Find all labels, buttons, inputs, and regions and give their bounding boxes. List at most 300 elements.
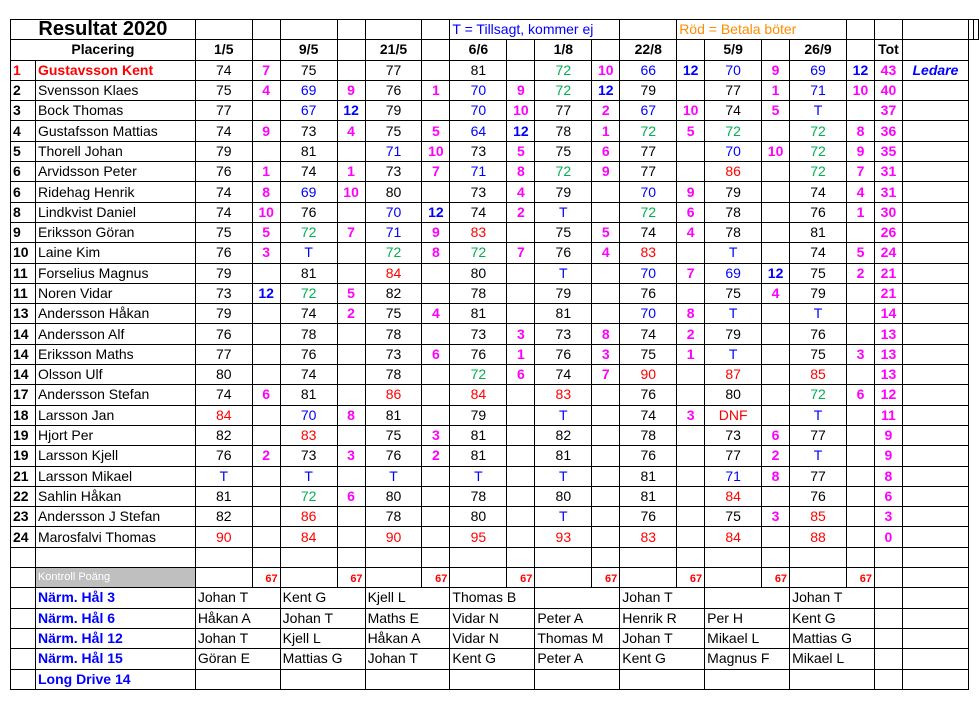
kontroll-value: 67	[592, 568, 620, 588]
points-cell	[677, 80, 705, 100]
blank-cell	[902, 608, 968, 628]
blank-cell	[705, 568, 762, 588]
score-cell: 85	[790, 365, 847, 385]
near-winner: Mikael L	[705, 628, 790, 648]
points-cell: 4	[677, 222, 705, 242]
date-header: 21/5	[365, 40, 422, 60]
points-cell: 4	[592, 243, 620, 263]
points-cell: 12	[422, 202, 450, 222]
score-cell: 85	[790, 507, 847, 527]
score-cell: 80	[450, 507, 507, 527]
points-cell	[762, 365, 790, 385]
rank-cell: 14	[11, 344, 36, 364]
points-cell: 1	[592, 121, 620, 141]
player-name: Thorell Johan	[35, 141, 195, 161]
table-row	[11, 344, 979, 364]
points-cell	[252, 344, 280, 364]
points-cell: 4	[762, 283, 790, 303]
total-cell: 37	[874, 101, 902, 121]
blank-cell	[902, 446, 968, 466]
player-name: Noren Vidar	[35, 283, 195, 303]
score-cell: 74	[280, 365, 337, 385]
points-cell	[677, 527, 705, 547]
player-name: Eriksson Göran	[35, 222, 195, 242]
score-cell: 75	[365, 425, 422, 445]
points-cell	[252, 507, 280, 527]
score-cell: 78	[535, 121, 592, 141]
rank-cell: 14	[11, 324, 36, 344]
player-name: Ridehag Henrik	[35, 182, 195, 202]
points-cell	[762, 344, 790, 364]
points-cell: 7	[846, 162, 874, 182]
points-cell	[762, 486, 790, 506]
points-cell: 8	[592, 324, 620, 344]
total-cell: 36	[874, 121, 902, 141]
points-header	[252, 40, 280, 60]
total-cell: 30	[874, 202, 902, 222]
blank-cell	[902, 162, 968, 182]
table-row	[11, 466, 979, 486]
near-winner: Johan T	[280, 608, 365, 628]
points-cell: 9	[337, 80, 365, 100]
points-cell	[846, 304, 874, 324]
rank-cell: 13	[11, 304, 36, 324]
points-header	[592, 40, 620, 60]
points-header	[422, 40, 450, 60]
points-cell	[422, 263, 450, 283]
score-cell: T	[705, 344, 762, 364]
kontroll-value: 67	[422, 568, 450, 588]
near-winner	[705, 588, 790, 608]
table-row	[11, 182, 979, 202]
blank-cell	[11, 608, 36, 628]
score-cell: 86	[705, 162, 762, 182]
score-cell: 76	[365, 446, 422, 466]
score-cell: 69	[280, 182, 337, 202]
points-cell: 5	[507, 141, 535, 161]
score-cell: 74	[790, 243, 847, 263]
points-cell: 10	[252, 202, 280, 222]
score-cell: 72	[365, 243, 422, 263]
points-cell: 9	[422, 222, 450, 242]
score-cell: 79	[195, 141, 252, 161]
score-cell: 75	[790, 344, 847, 364]
blank-cell	[450, 568, 507, 588]
table-row	[11, 243, 979, 263]
score-cell: 72	[790, 385, 847, 405]
score-cell: 83	[620, 243, 677, 263]
total-cell: 40	[874, 80, 902, 100]
score-cell: 69	[705, 263, 762, 283]
score-cell: 72	[450, 365, 507, 385]
score-cell: 83	[280, 425, 337, 445]
score-cell: 71	[790, 80, 847, 100]
blank-cell	[874, 20, 902, 40]
points-cell	[252, 141, 280, 161]
blank-cell	[195, 568, 252, 588]
score-cell: 90	[195, 527, 252, 547]
score-cell: 80	[450, 263, 507, 283]
total-cell: 24	[874, 243, 902, 263]
score-cell: 75	[280, 60, 337, 80]
near-winner: Kent G	[450, 649, 535, 669]
player-name: Eriksson Maths	[35, 344, 195, 364]
score-cell: 80	[535, 486, 592, 506]
score-cell: 81	[450, 60, 507, 80]
points-cell	[337, 425, 365, 445]
blank-cell	[874, 547, 902, 567]
blank-cell	[620, 547, 677, 567]
score-cell: 70	[620, 263, 677, 283]
points-cell: 2	[252, 446, 280, 466]
score-cell: 81	[450, 446, 507, 466]
blank-cell	[902, 101, 968, 121]
near-label: Long Drive 14	[35, 669, 195, 689]
score-cell: 77	[365, 60, 422, 80]
near-winner	[450, 669, 535, 689]
table-row	[11, 425, 979, 445]
points-cell	[762, 243, 790, 263]
blank-cell	[11, 568, 36, 588]
points-cell: 3	[507, 324, 535, 344]
points-cell	[677, 365, 705, 385]
score-cell: T	[790, 446, 847, 466]
date-header: 26/9	[790, 40, 847, 60]
points-cell	[252, 425, 280, 445]
blank-cell	[902, 588, 968, 608]
points-cell	[252, 486, 280, 506]
player-name: Hjort Per	[35, 425, 195, 445]
points-cell	[592, 446, 620, 466]
score-cell: 95	[450, 527, 507, 547]
near-row	[11, 608, 979, 628]
blank-cell	[902, 304, 968, 324]
player-name: Andersson Håkan	[35, 304, 195, 324]
score-cell: 73	[705, 425, 762, 445]
score-cell: 77	[790, 466, 847, 486]
near-label: Närm. Hål 6	[35, 608, 195, 628]
points-cell: 1	[762, 80, 790, 100]
rank-cell: 18	[11, 405, 36, 425]
points-cell	[507, 446, 535, 466]
score-cell: 72	[620, 121, 677, 141]
points-cell	[507, 507, 535, 527]
player-name: Svensson Klaes	[35, 80, 195, 100]
score-cell: T	[450, 466, 507, 486]
points-cell: 8	[252, 182, 280, 202]
points-header	[846, 40, 874, 60]
points-header	[507, 40, 535, 60]
total-cell: 13	[874, 365, 902, 385]
score-cell: 75	[705, 283, 762, 303]
blank-cell	[365, 547, 422, 567]
score-cell: 90	[620, 365, 677, 385]
score-cell: 84	[450, 385, 507, 405]
player-name: Larsson Mikael	[35, 466, 195, 486]
score-cell: 75	[365, 121, 422, 141]
points-cell	[762, 162, 790, 182]
blank-cell	[11, 669, 36, 689]
points-cell	[337, 324, 365, 344]
points-cell	[762, 405, 790, 425]
points-cell	[677, 141, 705, 161]
player-name: Olsson Ulf	[35, 365, 195, 385]
near-winner: Mattias G	[790, 628, 875, 648]
rank-cell: 19	[11, 446, 36, 466]
points-cell	[762, 121, 790, 141]
score-cell: 81	[535, 446, 592, 466]
score-cell: T	[535, 466, 592, 486]
blank-cell	[280, 568, 337, 588]
points-cell	[507, 304, 535, 324]
player-name: Bock Thomas	[35, 101, 195, 121]
near-winner	[365, 669, 450, 689]
score-cell: 76	[195, 243, 252, 263]
near-winner: Kjell L	[365, 588, 450, 608]
blank-cell	[705, 547, 762, 567]
blank-cell	[620, 568, 677, 588]
table-row	[11, 202, 979, 222]
score-cell: 76	[790, 486, 847, 506]
points-cell: 2	[677, 324, 705, 344]
points-cell: 10	[846, 80, 874, 100]
total-cell: 31	[874, 162, 902, 182]
blank-cell	[902, 405, 968, 425]
rank-cell: 3	[11, 101, 36, 121]
points-cell	[762, 324, 790, 344]
blank-cell	[280, 547, 337, 567]
blank-cell	[535, 547, 592, 567]
rank-cell: 6	[11, 162, 36, 182]
table-row	[11, 446, 979, 466]
points-header	[762, 40, 790, 60]
score-cell: 70	[450, 80, 507, 100]
date-header: 6/6	[450, 40, 507, 60]
rank-cell: 23	[11, 507, 36, 527]
points-cell	[846, 283, 874, 303]
points-cell	[592, 283, 620, 303]
points-cell	[677, 283, 705, 303]
score-cell: 78	[365, 324, 422, 344]
points-cell: 7	[422, 162, 450, 182]
total-cell: 11	[874, 405, 902, 425]
blank-cell	[902, 20, 968, 40]
points-cell	[507, 60, 535, 80]
score-cell: 76	[790, 202, 847, 222]
score-cell: 82	[195, 425, 252, 445]
score-cell: 70	[620, 182, 677, 202]
points-cell	[592, 507, 620, 527]
blank-cell	[535, 568, 592, 588]
near-winner: Mikael L	[790, 649, 875, 669]
points-cell: 9	[846, 141, 874, 161]
points-cell	[337, 141, 365, 161]
score-cell: 73	[280, 446, 337, 466]
score-cell: 76	[790, 324, 847, 344]
score-cell: 78	[620, 425, 677, 445]
title-row	[11, 20, 979, 40]
score-cell: 78	[365, 365, 422, 385]
score-cell: 67	[280, 101, 337, 121]
near-winner	[535, 588, 620, 608]
table-row	[11, 486, 979, 506]
blank-cell	[874, 588, 902, 608]
blank-cell	[195, 547, 252, 567]
points-cell	[762, 182, 790, 202]
score-cell: 74	[620, 222, 677, 242]
score-cell: 87	[705, 365, 762, 385]
score-cell: 78	[450, 486, 507, 506]
points-cell	[337, 344, 365, 364]
date-header: 22/8	[620, 40, 677, 60]
points-cell	[677, 425, 705, 445]
blank-cell	[11, 628, 36, 648]
near-row	[11, 649, 979, 669]
table-row	[11, 304, 979, 324]
points-cell	[252, 324, 280, 344]
blank-cell	[902, 182, 968, 202]
points-cell	[422, 385, 450, 405]
points-cell	[252, 466, 280, 486]
score-cell: 75	[620, 344, 677, 364]
points-cell: 5	[422, 121, 450, 141]
points-cell	[762, 304, 790, 324]
points-cell	[846, 507, 874, 527]
points-cell: 12	[846, 60, 874, 80]
near-winner: Peter A	[535, 608, 620, 628]
points-cell	[337, 466, 365, 486]
blank-cell	[507, 547, 535, 567]
score-cell: 81	[280, 385, 337, 405]
total-cell: 9	[874, 446, 902, 466]
score-cell: 75	[365, 304, 422, 324]
points-cell	[677, 507, 705, 527]
points-cell: 3	[337, 446, 365, 466]
points-cell: 7	[337, 222, 365, 242]
rank-cell: 2	[11, 80, 36, 100]
score-cell: 76	[620, 507, 677, 527]
points-cell	[422, 324, 450, 344]
points-cell: 10	[337, 182, 365, 202]
near-label: Närm. Hål 12	[35, 628, 195, 648]
score-cell: 71	[365, 222, 422, 242]
blank-cell	[790, 568, 847, 588]
near-winner: Kjell L	[280, 628, 365, 648]
points-cell: 12	[677, 60, 705, 80]
near-winner: Johan T	[195, 588, 280, 608]
near-winner: Göran E	[195, 649, 280, 669]
points-cell: 1	[422, 80, 450, 100]
score-cell: 78	[450, 283, 507, 303]
blank-cell	[902, 547, 968, 567]
points-cell	[592, 304, 620, 324]
points-cell	[846, 101, 874, 121]
blank-cell	[974, 20, 979, 40]
points-cell: 6	[337, 486, 365, 506]
score-cell: 79	[705, 324, 762, 344]
points-cell	[846, 365, 874, 385]
score-cell: 76	[535, 243, 592, 263]
points-cell: 2	[762, 446, 790, 466]
points-cell	[592, 527, 620, 547]
total-cell: 9	[874, 425, 902, 445]
player-name: Sahlin Håkan	[35, 486, 195, 506]
near-winner: Johan T	[620, 628, 705, 648]
player-name: Laine Kim	[35, 243, 195, 263]
score-cell: 75	[195, 222, 252, 242]
points-cell	[422, 527, 450, 547]
table-row	[11, 222, 979, 242]
score-cell: 73	[280, 121, 337, 141]
score-cell: 82	[365, 283, 422, 303]
score-cell: 74	[620, 405, 677, 425]
blank-cell	[902, 283, 968, 303]
blank-cell	[902, 669, 968, 689]
score-cell: 81	[280, 141, 337, 161]
blank-cell	[902, 40, 968, 60]
near-winner: Kent G	[790, 608, 875, 628]
score-cell: 75	[535, 222, 592, 242]
points-cell	[507, 466, 535, 486]
blank-cell	[195, 20, 252, 40]
points-cell: 12	[507, 121, 535, 141]
score-cell: 64	[450, 121, 507, 141]
score-cell: 73	[450, 324, 507, 344]
score-cell: 74	[195, 60, 252, 80]
score-cell: 70	[365, 202, 422, 222]
points-cell: 8	[337, 405, 365, 425]
score-cell: 77	[705, 80, 762, 100]
points-cell: 9	[507, 80, 535, 100]
total-cell: 0	[874, 527, 902, 547]
total-cell: 6	[874, 486, 902, 506]
points-cell	[422, 466, 450, 486]
blank-cell	[902, 365, 968, 385]
points-cell	[846, 446, 874, 466]
near-row	[11, 628, 979, 648]
score-cell: 78	[280, 324, 337, 344]
score-cell: 79	[535, 283, 592, 303]
player-name: Andersson Stefan	[35, 385, 195, 405]
points-cell	[846, 405, 874, 425]
points-cell	[507, 527, 535, 547]
score-cell: 72	[790, 141, 847, 161]
points-cell: 1	[507, 344, 535, 364]
score-cell: 69	[280, 80, 337, 100]
points-cell	[846, 466, 874, 486]
points-cell	[422, 182, 450, 202]
points-cell: 8	[846, 121, 874, 141]
points-cell: 2	[507, 202, 535, 222]
points-cell: 2	[337, 304, 365, 324]
blank-cell	[337, 20, 365, 40]
score-cell: 79	[535, 182, 592, 202]
points-cell: 10	[422, 141, 450, 161]
score-cell: 74	[280, 162, 337, 182]
player-name: Larsson Jan	[35, 405, 195, 425]
score-cell: 82	[195, 507, 252, 527]
score-cell: 72	[280, 486, 337, 506]
blank-cell	[874, 649, 902, 669]
score-cell: DNF	[705, 405, 762, 425]
score-cell: 75	[535, 141, 592, 161]
points-cell	[422, 60, 450, 80]
total-cell: 21	[874, 263, 902, 283]
points-cell: 10	[507, 101, 535, 121]
score-cell: T	[365, 466, 422, 486]
points-cell: 3	[252, 243, 280, 263]
near-winner	[195, 669, 280, 689]
